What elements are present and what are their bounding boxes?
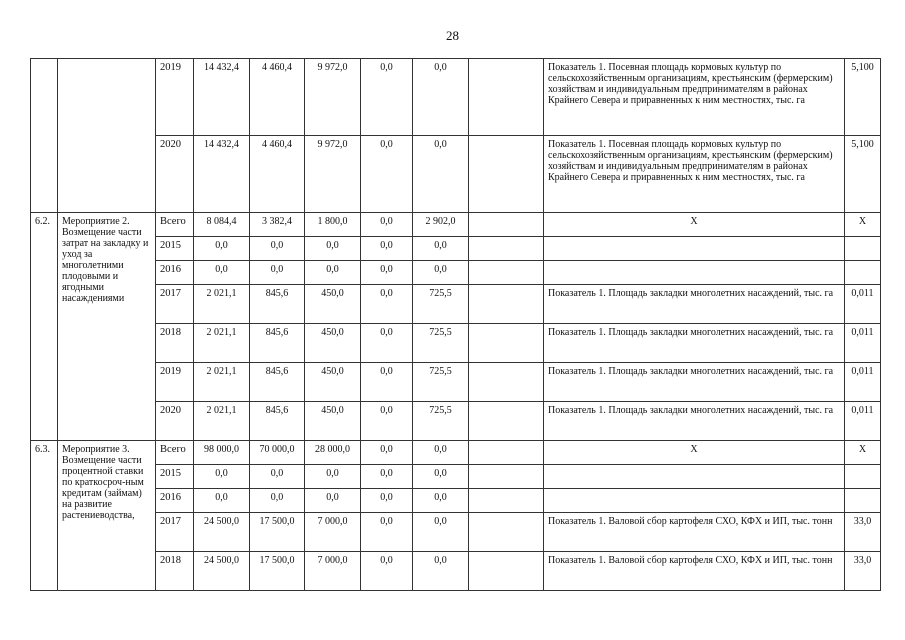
- budget-cell: 3 382,4: [250, 213, 305, 237]
- budget-cell: 0,0: [413, 261, 469, 285]
- total-cell: 2 021,1: [194, 285, 250, 324]
- program-table: [30, 58, 881, 591]
- year-cell: 2017: [156, 513, 194, 552]
- year-cell: 2015: [156, 237, 194, 261]
- budget-cell: 845,6: [250, 363, 305, 402]
- total-cell: 24 500,0: [194, 513, 250, 552]
- budget-cell: 0,0: [361, 59, 413, 136]
- indicator-cell: Показатель 1. Валовой сбор картофеля СХО, КФХ и ИП, тыс. тонн: [544, 513, 845, 552]
- indicator-value-cell: 33,0: [845, 513, 881, 552]
- year-cell: 2018: [156, 324, 194, 363]
- budget-cell: 0,0: [305, 489, 361, 513]
- table-row: [31, 552, 881, 591]
- budget-cell: 2 902,0: [413, 213, 469, 237]
- budget-cell: 845,6: [250, 324, 305, 363]
- indicator-value-cell: Х: [845, 441, 881, 465]
- empty-cell: [469, 59, 544, 136]
- budget-cell: 0,0: [413, 441, 469, 465]
- budget-cell: 0,0: [305, 237, 361, 261]
- total-cell: 0,0: [194, 237, 250, 261]
- total-cell: 0,0: [194, 261, 250, 285]
- budget-cell: 0,0: [361, 489, 413, 513]
- empty-cell: [469, 489, 544, 513]
- indicator-cell: Показатель 1. Посевная площадь кормовых культур по сельскохозяйственным организациям, крестьянским (фермерским) хозяйствам и индивидуальным предпринимателям в районах Крайнего Севера и приравненных к ним местностях, тыс. га: [544, 59, 845, 136]
- budget-cell: 725,5: [413, 324, 469, 363]
- section-name: Мероприятие 3. Возмещение части процентной ставки по краткосроч-ным кредитам (займам) на развитие растениеводства,: [58, 441, 156, 591]
- empty-cell: [469, 237, 544, 261]
- budget-cell: 0,0: [361, 465, 413, 489]
- year-cell: 2019: [156, 363, 194, 402]
- budget-cell: 28 000,0: [305, 441, 361, 465]
- indicator-cell: Показатель 1. Площадь закладки многолетних насаждений, тыс. га: [544, 363, 845, 402]
- budget-cell: 0,0: [250, 489, 305, 513]
- indicator-cell: Показатель 1. Посевная площадь кормовых культур по сельскохозяйственным организациям, крестьянским (фермерским) хозяйствам и индивидуальным предпринимателям в районах Крайнего Севера и приравненных к ним местностях, тыс. га: [544, 136, 845, 213]
- budget-cell: 0,0: [250, 261, 305, 285]
- empty-cell: [469, 363, 544, 402]
- budget-cell: 0,0: [413, 552, 469, 591]
- budget-cell: 9 972,0: [305, 136, 361, 213]
- total-cell: 0,0: [194, 489, 250, 513]
- budget-cell: 4 460,4: [250, 59, 305, 136]
- table-row: [31, 465, 881, 489]
- budget-cell: 70 000,0: [250, 441, 305, 465]
- budget-cell: 0,0: [413, 513, 469, 552]
- year-cell: 2015: [156, 465, 194, 489]
- total-cell: 14 432,4: [194, 59, 250, 136]
- indicator-cell: Показатель 1. Валовой сбор картофеля СХО, КФХ и ИП, тыс. тонн: [544, 552, 845, 591]
- year-cell: 2020: [156, 402, 194, 441]
- total-cell: 24 500,0: [194, 552, 250, 591]
- budget-cell: 845,6: [250, 402, 305, 441]
- indicator-value-cell: 0,011: [845, 363, 881, 402]
- year-cell: 2016: [156, 261, 194, 285]
- table-row: [31, 363, 881, 402]
- indicator-cell: Показатель 1. Площадь закладки многолетних насаждений, тыс. га: [544, 324, 845, 363]
- number-cell: [31, 59, 58, 213]
- empty-cell: [469, 465, 544, 489]
- budget-cell: 0,0: [250, 237, 305, 261]
- budget-cell: 0,0: [413, 465, 469, 489]
- budget-cell: 725,5: [413, 285, 469, 324]
- indicator-value-cell: [845, 465, 881, 489]
- total-cell: 2 021,1: [194, 363, 250, 402]
- empty-cell: [469, 136, 544, 213]
- table-row: [31, 237, 881, 261]
- budget-cell: 0,0: [250, 465, 305, 489]
- table-row: [31, 513, 881, 552]
- budget-cell: 845,6: [250, 285, 305, 324]
- year-cell: Всего: [156, 441, 194, 465]
- empty-cell: [469, 402, 544, 441]
- budget-cell: 7 000,0: [305, 552, 361, 591]
- table-row: [31, 285, 881, 324]
- indicator-cell: [544, 237, 845, 261]
- budget-cell: 450,0: [305, 285, 361, 324]
- section-name: Мероприятие 2. Возмещение части затрат на закладку и уход за многолетними плодовыми и ягодными насаждениями: [58, 213, 156, 441]
- empty-cell: [469, 324, 544, 363]
- indicator-cell: Показатель 1. Площадь закладки многолетних насаждений, тыс. га: [544, 402, 845, 441]
- indicator-value-cell: 5,100: [845, 59, 881, 136]
- budget-cell: 0,0: [361, 441, 413, 465]
- year-cell: 2017: [156, 285, 194, 324]
- total-cell: 14 432,4: [194, 136, 250, 213]
- section-number: 6.3.: [31, 441, 58, 591]
- budget-cell: 0,0: [361, 237, 413, 261]
- budget-cell: 0,0: [361, 402, 413, 441]
- budget-cell: 0,0: [413, 59, 469, 136]
- empty-cell: [469, 213, 544, 237]
- year-cell: 2020: [156, 136, 194, 213]
- budget-cell: 0,0: [361, 513, 413, 552]
- total-cell: 0,0: [194, 465, 250, 489]
- budget-cell: 0,0: [305, 261, 361, 285]
- budget-cell: 450,0: [305, 324, 361, 363]
- name-cell: [58, 59, 156, 213]
- empty-cell: [469, 285, 544, 324]
- budget-cell: 725,5: [413, 402, 469, 441]
- indicator-value-cell: Х: [845, 213, 881, 237]
- year-cell: 2018: [156, 552, 194, 591]
- indicator-value-cell: [845, 489, 881, 513]
- table-row: [31, 324, 881, 363]
- budget-cell: 450,0: [305, 363, 361, 402]
- year-cell: 2019: [156, 59, 194, 136]
- table-row: [31, 489, 881, 513]
- indicator-cell: Показатель 1. Площадь закладки многолетних насаждений, тыс. га: [544, 285, 845, 324]
- total-cell: 2 021,1: [194, 402, 250, 441]
- table-row: [31, 261, 881, 285]
- budget-cell: 0,0: [361, 324, 413, 363]
- table-row: [31, 213, 881, 237]
- empty-cell: [469, 441, 544, 465]
- budget-cell: 0,0: [413, 237, 469, 261]
- budget-cell: 17 500,0: [250, 552, 305, 591]
- budget-cell: 17 500,0: [250, 513, 305, 552]
- empty-cell: [469, 261, 544, 285]
- budget-cell: 7 000,0: [305, 513, 361, 552]
- indicator-cell: [544, 465, 845, 489]
- indicator-value-cell: 33,0: [845, 552, 881, 591]
- table-row: [31, 59, 881, 136]
- indicator-cell: Х: [544, 213, 845, 237]
- total-cell: 98 000,0: [194, 441, 250, 465]
- empty-cell: [469, 513, 544, 552]
- indicator-cell: [544, 489, 845, 513]
- budget-cell: 0,0: [361, 363, 413, 402]
- budget-cell: 0,0: [361, 261, 413, 285]
- budget-cell: 0,0: [361, 552, 413, 591]
- table-row: [31, 402, 881, 441]
- budget-cell: 0,0: [305, 465, 361, 489]
- table-row: [31, 441, 881, 465]
- indicator-value-cell: 0,011: [845, 402, 881, 441]
- indicator-value-cell: [845, 237, 881, 261]
- indicator-value-cell: 0,011: [845, 324, 881, 363]
- total-cell: 2 021,1: [194, 324, 250, 363]
- budget-cell: 0,0: [361, 213, 413, 237]
- budget-cell: 9 972,0: [305, 59, 361, 136]
- year-cell: Всего: [156, 213, 194, 237]
- indicator-cell: [544, 261, 845, 285]
- empty-cell: [469, 552, 544, 591]
- indicator-value-cell: [845, 261, 881, 285]
- indicator-value-cell: 0,011: [845, 285, 881, 324]
- budget-cell: 0,0: [361, 136, 413, 213]
- section-number: 6.2.: [31, 213, 58, 441]
- budget-cell: 725,5: [413, 363, 469, 402]
- indicator-value-cell: 5,100: [845, 136, 881, 213]
- page-number: 28: [446, 28, 459, 43]
- budget-cell: 0,0: [361, 285, 413, 324]
- indicator-cell: Х: [544, 441, 845, 465]
- budget-cell: 4 460,4: [250, 136, 305, 213]
- table-row: [31, 136, 881, 213]
- budget-cell: 1 800,0: [305, 213, 361, 237]
- year-cell: 2016: [156, 489, 194, 513]
- total-cell: 8 084,4: [194, 213, 250, 237]
- budget-cell: 0,0: [413, 489, 469, 513]
- budget-cell: 450,0: [305, 402, 361, 441]
- budget-cell: 0,0: [413, 136, 469, 213]
